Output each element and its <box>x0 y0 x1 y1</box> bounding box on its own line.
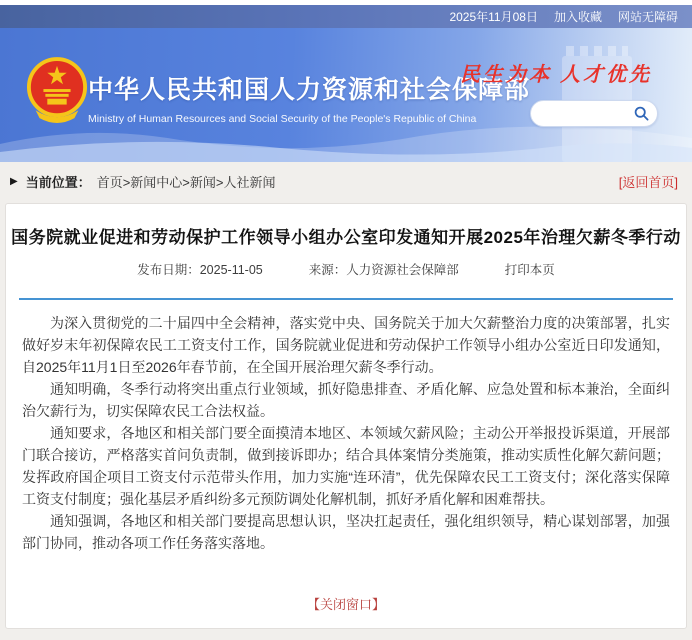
accessibility-link[interactable]: 网站无障碍 <box>617 10 678 24</box>
close-window-link[interactable]: 【关闭窗口】 <box>306 597 385 612</box>
slogan-text: 民生为本 人才优先 <box>460 64 652 86</box>
site-subtitle: Ministry of Human Resources and Social Security of the People's Republic of China <box>88 113 477 125</box>
close-window-row <box>6 594 686 614</box>
favorites-link[interactable]: 加入收藏 <box>553 10 602 24</box>
article-meta <box>6 260 686 278</box>
breadcrumb-label: 当前位置： <box>25 174 91 190</box>
paragraph: 通知要求，各地区和相关部门要全面摸清本地区、本领域欠薪风险；主动公开举报投诉渠道，开展部门联合接访，严格落实首问负责制，做到接诉即办；结合具体案情分类施策，推动实质性化解欠薪问题；发挥政府国企项目工资支付示范带头作用，加力实施“连环清”，优先保障农民工工资支付；深化落实保障工资支付制度；强化基层矛盾纠纷多元预防调处化解机制，抓好矛盾化解和困难帮扶。 <box>22 425 670 507</box>
return-home-link[interactable]: [返回首页] <box>618 174 678 190</box>
paragraph: 通知明确，冬季行动将突出重点行业领域，抓好隐患排查、矛盾化解、应急处置和标本兼治，全面纠治欠薪行为，切实保障农民工合法权益。 <box>22 381 670 419</box>
paragraph: 通知强调，各地区和相关部门要提高思想认识，坚决扛起责任，强化组织领导，精心谋划部署，加强部门协同，推动各项工作任务落实落地。 <box>22 513 670 551</box>
article-title: 国务院就业促进和劳动保护工作领导小组办公室印发通知开展2025年治理欠薪冬季行动 <box>11 228 681 247</box>
article-container <box>5 203 687 629</box>
date-text: 2025年11月08日 <box>449 10 538 24</box>
paragraph: 为深入贯彻党的二十届四中全会精神，落实党中央、国务院关于加大欠薪整治力度的决策部署，扎实做好岁末年初保障农民工工资支付工作，国务院就业促进和劳动保护工作领导小组办公室近日印发通知，自2025年11月1日至2026年春节前，在全国开展治理欠薪冬季行动。 <box>22 315 670 375</box>
publish-date: 发布日期：2025-11-05 <box>137 263 263 277</box>
print-page-link[interactable]: 打印本页 <box>504 263 555 277</box>
search-icon <box>634 106 649 121</box>
search-button[interactable] <box>631 100 657 127</box>
article-body <box>6 300 686 554</box>
site-title: 中华人民共和国人力资源和社会保障部 <box>88 76 531 104</box>
breadcrumb-bar <box>0 162 692 200</box>
search-box <box>530 100 658 127</box>
search-input[interactable] <box>531 107 631 121</box>
national-emblem-icon <box>26 56 88 126</box>
breadcrumb-path[interactable]: 首页>新闻中心>新闻>人社新闻 <box>96 174 276 190</box>
source: 来源：人力资源社会保障部 <box>308 263 459 277</box>
breadcrumb-arrow-icon: ▶ <box>10 175 18 187</box>
site-header <box>0 28 692 162</box>
topbar <box>0 5 692 28</box>
